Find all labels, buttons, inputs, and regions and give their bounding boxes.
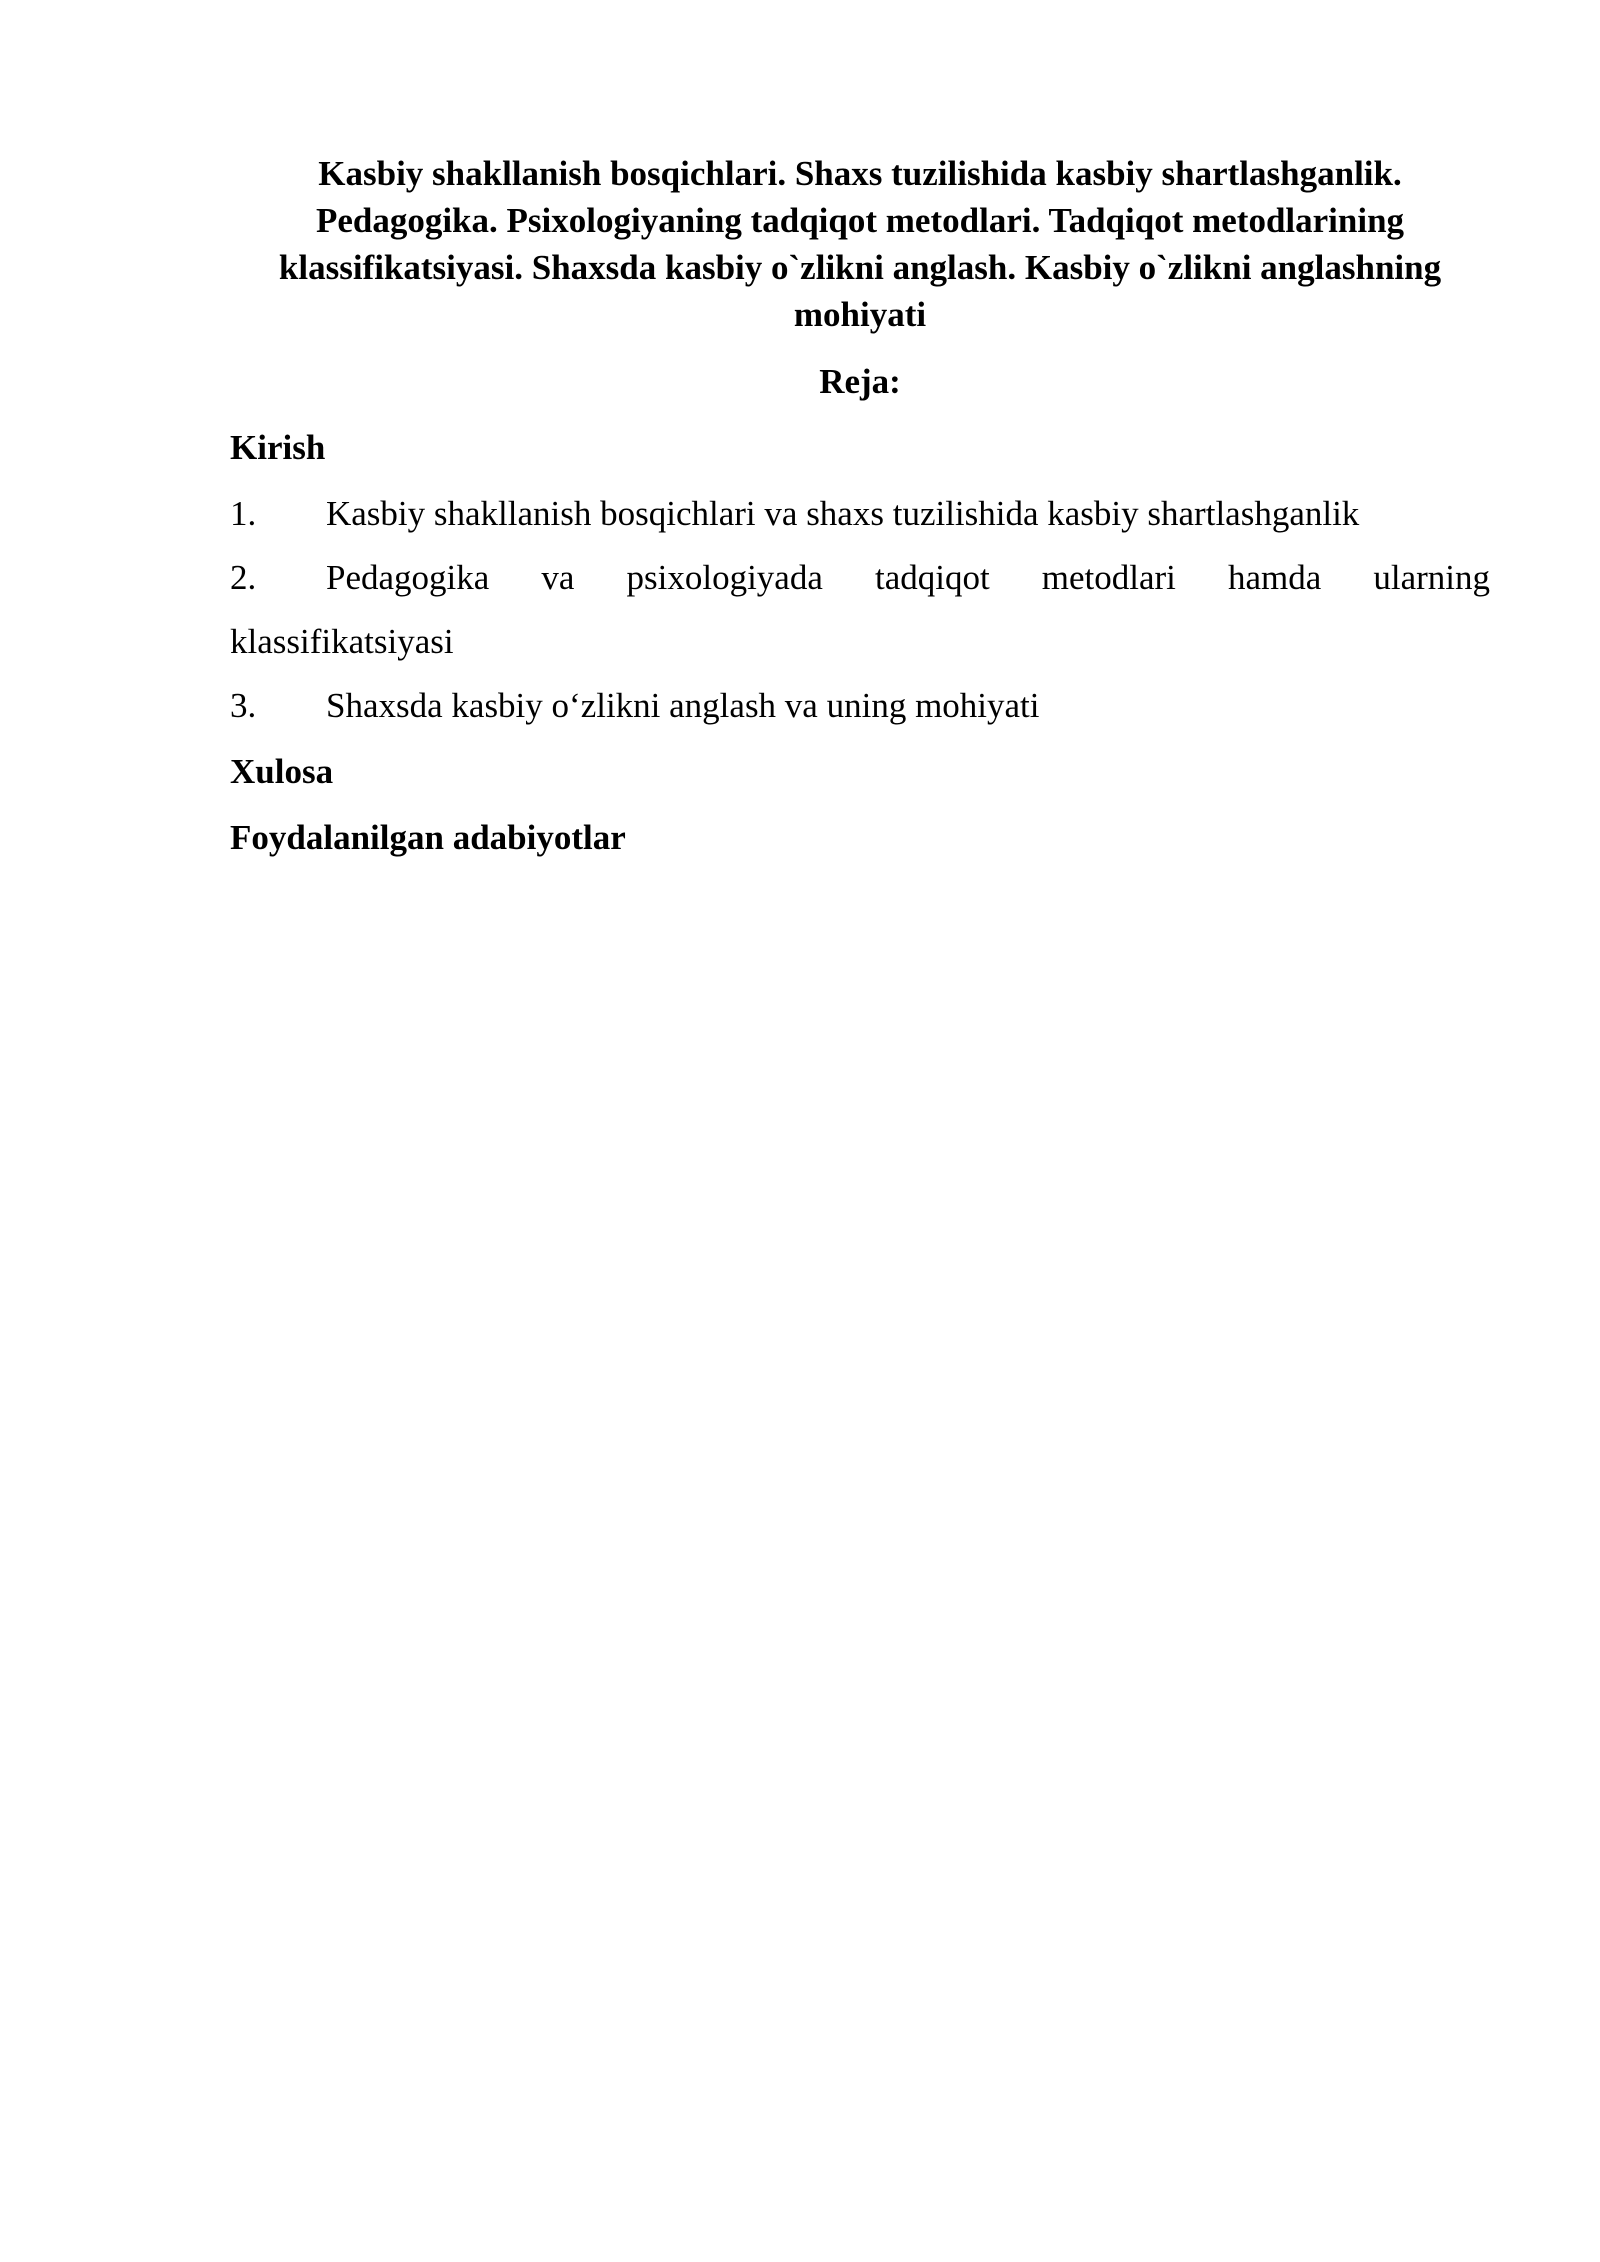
title-line: mohiyati (793, 295, 927, 334)
references-heading: Foydalanilgan adabiyotlar (230, 818, 626, 857)
title-line: Kasbiy shakllanish bosqichlari. Shaxs tuzilishida kasbiy shartlashganlik. (318, 154, 1402, 193)
plan-item (230, 674, 1490, 738)
plan-heading: Reja: (819, 362, 901, 401)
plan-item-text: Kasbiy shakllanish bosqichlari va shaxs tuzilishida kasbiy shartlashganlik (326, 494, 1360, 533)
document-page (230, 150, 1490, 861)
title-line: klassifikatsiyasi. Shaxsda kasbiy o`zlikni anglash. Kasbiy o`zlikni anglashning (278, 248, 1442, 287)
title-line: Pedagogika. Psixologiyaning tadqiqot metodlari. Tadqiqot metodlarining (315, 201, 1405, 240)
plan-item-number: 3. (230, 686, 257, 725)
intro-heading: Kirish (230, 428, 326, 467)
conclusion-heading: Xulosa (230, 752, 334, 791)
plan-item-continuation: klassifikatsiyasi (230, 622, 454, 661)
plan-list (230, 482, 1490, 738)
document-title (230, 150, 1490, 338)
plan-item (230, 546, 1490, 610)
plan-item-text: Shaxsda kasbiy o‘zlikni anglash va uning mohiyati (326, 686, 1040, 725)
plan-item (230, 482, 1490, 546)
plan-item-text: Pedagogika va psixologiyada tadqiqot metodlari hamda ularning (326, 558, 1490, 597)
plan-item-number: 2. (230, 558, 257, 597)
plan-item-number: 1. (230, 494, 257, 533)
